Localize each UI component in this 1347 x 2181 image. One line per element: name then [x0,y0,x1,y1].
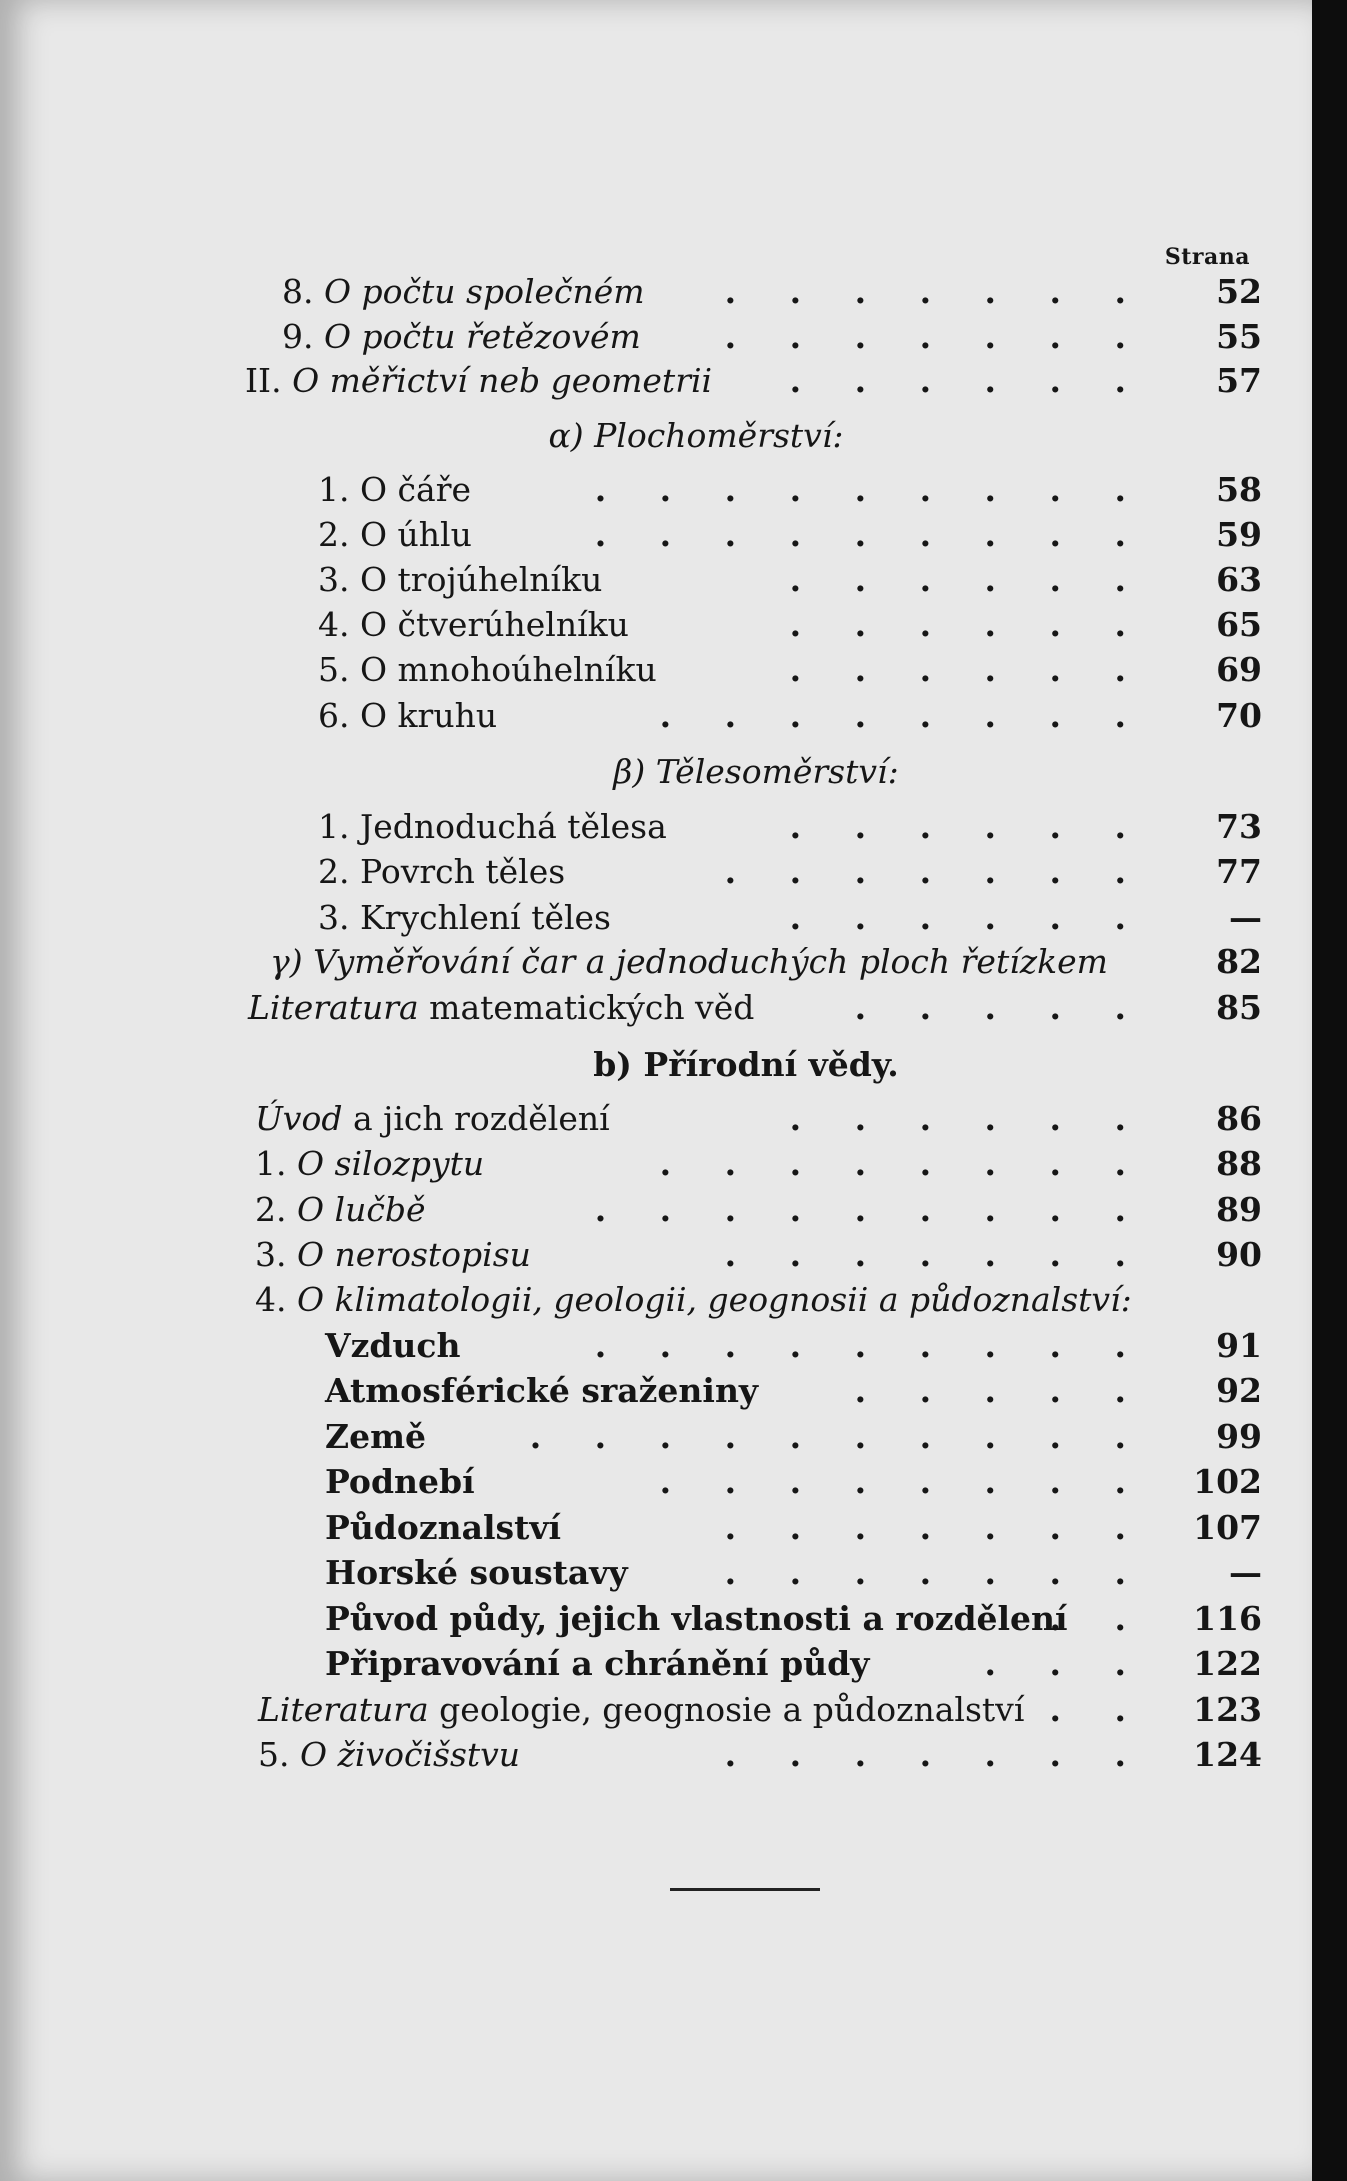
entry-page: 55 [1216,317,1262,356]
toc-entry [0,603,1312,647]
entry-title: O měřictví neb geometrii [292,361,713,400]
entry-page: 102 [1193,1462,1262,1501]
leader-dots: . . . . . . . [724,1508,1147,1547]
toc-entry [0,648,1312,692]
entry-page: 99 [1216,1417,1262,1456]
entry-number: 1. [318,470,350,509]
entry-page: 90 [1216,1235,1262,1274]
toc-entry [0,468,1312,512]
leader-dots: . . . . . . [789,560,1147,599]
entry-page: 89 [1216,1190,1262,1229]
section-heading: β) Tělesoměrství: [613,752,899,791]
leader-dots: . . . [984,1644,1147,1683]
section-heading: b) Přírodní vědy. [593,1045,899,1084]
entry-title: O trojúhelníku [360,560,603,599]
leader-dots: . . . . . . . . . [594,1190,1147,1229]
toc-entry [0,940,1312,984]
entry-page: 58 [1216,470,1262,509]
entry-number: 5. [318,650,350,689]
entry-number: 3. [318,560,350,599]
entry-page: 122 [1193,1644,1262,1683]
entry-number: 2. [255,1190,287,1229]
entry-page: 123 [1193,1690,1262,1729]
entry-title: Horské soustavy [325,1553,628,1592]
entry-title: O silozpytu [297,1144,485,1183]
section-heading: α) Plochoměrství: [548,416,844,455]
leader-dots: . . . . . . [789,1099,1147,1138]
leader-dots: . . . . . . [789,898,1147,937]
entry-title-italic: Úvod [255,1099,343,1138]
toc-entry [0,805,1312,849]
entry-title: O počtu společném [324,272,645,311]
toc-subentry [0,1597,1312,1641]
entry-page: 91 [1216,1326,1262,1365]
leader-dots: . . . . . . . . . [594,515,1147,554]
entry-title: O kruhu [360,696,498,735]
entry-title: O čtverúhelníku [360,605,629,644]
toc-entry [0,1188,1312,1232]
leader-dots: . . . . . . . [724,272,1147,311]
leader-dots: . . . . . . . [724,1735,1147,1774]
entry-title: Povrch těles [360,852,566,891]
entry-number: 1. [318,807,350,846]
entry-number: 3. [255,1235,287,1274]
entry-title: Atmosférické sraženiny [325,1371,759,1410]
toc-entry [0,986,1312,1030]
entry-title: O čáře [360,470,472,509]
entry-page: 82 [1216,942,1262,981]
entry-title: Půdoznalství [325,1508,562,1547]
leader-dots: . . . . . . . . . . [529,1417,1147,1456]
entry-title: Krychlení těles [360,898,611,937]
toc-subentry [0,1324,1312,1368]
leader-dots: . . . . . . . . [659,1144,1147,1183]
entry-title: Podnebí [325,1462,475,1501]
toc-entry [0,315,1312,359]
entry-title: O nerostopisu [297,1235,531,1274]
leader-dots: . . [1049,1599,1147,1638]
entry-title-italic: Literatura [258,1690,429,1729]
toc-entry [0,1142,1312,1186]
toc-entry [0,1097,1312,1141]
entry-page: 70 [1216,696,1262,735]
entry-title: O úhlu [360,515,472,554]
closing-rule [670,1888,820,1891]
entry-title: a jich rozdělení [352,1099,610,1138]
entry-page: 69 [1216,650,1262,689]
toc-subentry [0,1369,1312,1413]
entry-title: O počtu řetězovém [324,317,641,356]
toc-subentry [0,1551,1312,1595]
entry-page: 65 [1216,605,1262,644]
entry-number: II. [245,361,282,400]
entry-number: 5. [258,1735,290,1774]
toc-entry [0,896,1312,940]
entry-page: 63 [1216,560,1262,599]
entry-title: O živočišstvu [300,1735,521,1774]
entry-number: 4. [255,1280,287,1319]
entry-title: Původ půdy, jejich vlastnosti a rozdělení [325,1599,1068,1638]
leader-dots: . . . . . . . [724,317,1147,356]
entry-page: 107 [1193,1508,1262,1547]
entry-page: 124 [1193,1735,1262,1774]
entry-title: γ) Vyměřování čar a jednoduchých ploch řetízkem [270,942,1108,981]
entry-number: 1. [255,1144,287,1183]
leader-dots: . . . . . . . . . [594,1326,1147,1365]
toc-entry [0,359,1312,403]
entry-number: 8. [282,272,314,311]
leader-dots: . . . . . . . . [659,1462,1147,1501]
leader-dots: . . . . . . [789,361,1147,400]
leader-dots: . . . . . . . [724,1235,1147,1274]
toc-entry [0,850,1312,894]
toc-entry [0,558,1312,602]
entry-number: 9. [282,317,314,356]
leader-dots: . . . . . [854,988,1147,1027]
entry-page: 73 [1216,807,1262,846]
toc-subentry [0,1460,1312,1504]
entry-title: geologie, geognosie a půdoznalství [439,1690,1025,1729]
leader-dots: . . . . . . [789,605,1147,644]
leader-dots: . . . . . [854,1371,1147,1410]
toc-entry [0,1733,1312,1777]
entry-title: Země [325,1417,426,1456]
entry-title: O mnohoúhelníku [360,650,657,689]
leader-dots: . . . . . . . . [659,696,1147,735]
entry-title-italic: Literatura [248,988,419,1027]
toc-entry [0,1278,1312,1322]
entry-title: Vzduch [325,1326,461,1365]
leader-dots: . . [1049,1690,1147,1729]
entry-page: 77 [1216,852,1262,891]
toc-entry [0,1688,1312,1732]
leader-dots: . . . . . . [789,807,1147,846]
entry-number: 4. [318,605,350,644]
leader-dots: . . . . . . . [724,1553,1147,1592]
entry-page: 88 [1216,1144,1262,1183]
entry-page: 52 [1216,272,1262,311]
leader-dots: . . . . . . . . . [594,470,1147,509]
entry-page: 57 [1216,361,1262,400]
entry-title: Jednoduchá tělesa [360,807,667,846]
entry-page: — [1229,898,1262,937]
toc-entry [0,1233,1312,1277]
entry-page: 92 [1216,1371,1262,1410]
toc-entry [0,694,1312,738]
leader-dots: . . . . . . . [724,852,1147,891]
toc-subentry [0,1415,1312,1459]
entry-title: matematických věd [429,988,755,1027]
entry-title: O klimatologii, geologii, geognosii a půdoznalství: [297,1280,1132,1319]
leader-dots: . . . . . . [789,650,1147,689]
entry-title: O lučbě [297,1190,426,1229]
toc-entry [0,513,1312,557]
scan-edge [1312,0,1347,2181]
toc-subentry [0,1506,1312,1550]
entry-number: 3. [318,898,350,937]
toc-subentry [0,1642,1312,1686]
toc-entry [0,270,1312,314]
entry-number: 2. [318,515,350,554]
entry-page: 86 [1216,1099,1262,1138]
entry-page: 59 [1216,515,1262,554]
entry-number: 2. [318,852,350,891]
entry-page: — [1229,1553,1262,1592]
entry-page: 116 [1193,1599,1262,1638]
page-column-header: Strana [1164,244,1250,270]
entry-page: 85 [1216,988,1262,1027]
entry-title: Připravování a chránění půdy [325,1644,870,1683]
entry-number: 6. [318,696,350,735]
